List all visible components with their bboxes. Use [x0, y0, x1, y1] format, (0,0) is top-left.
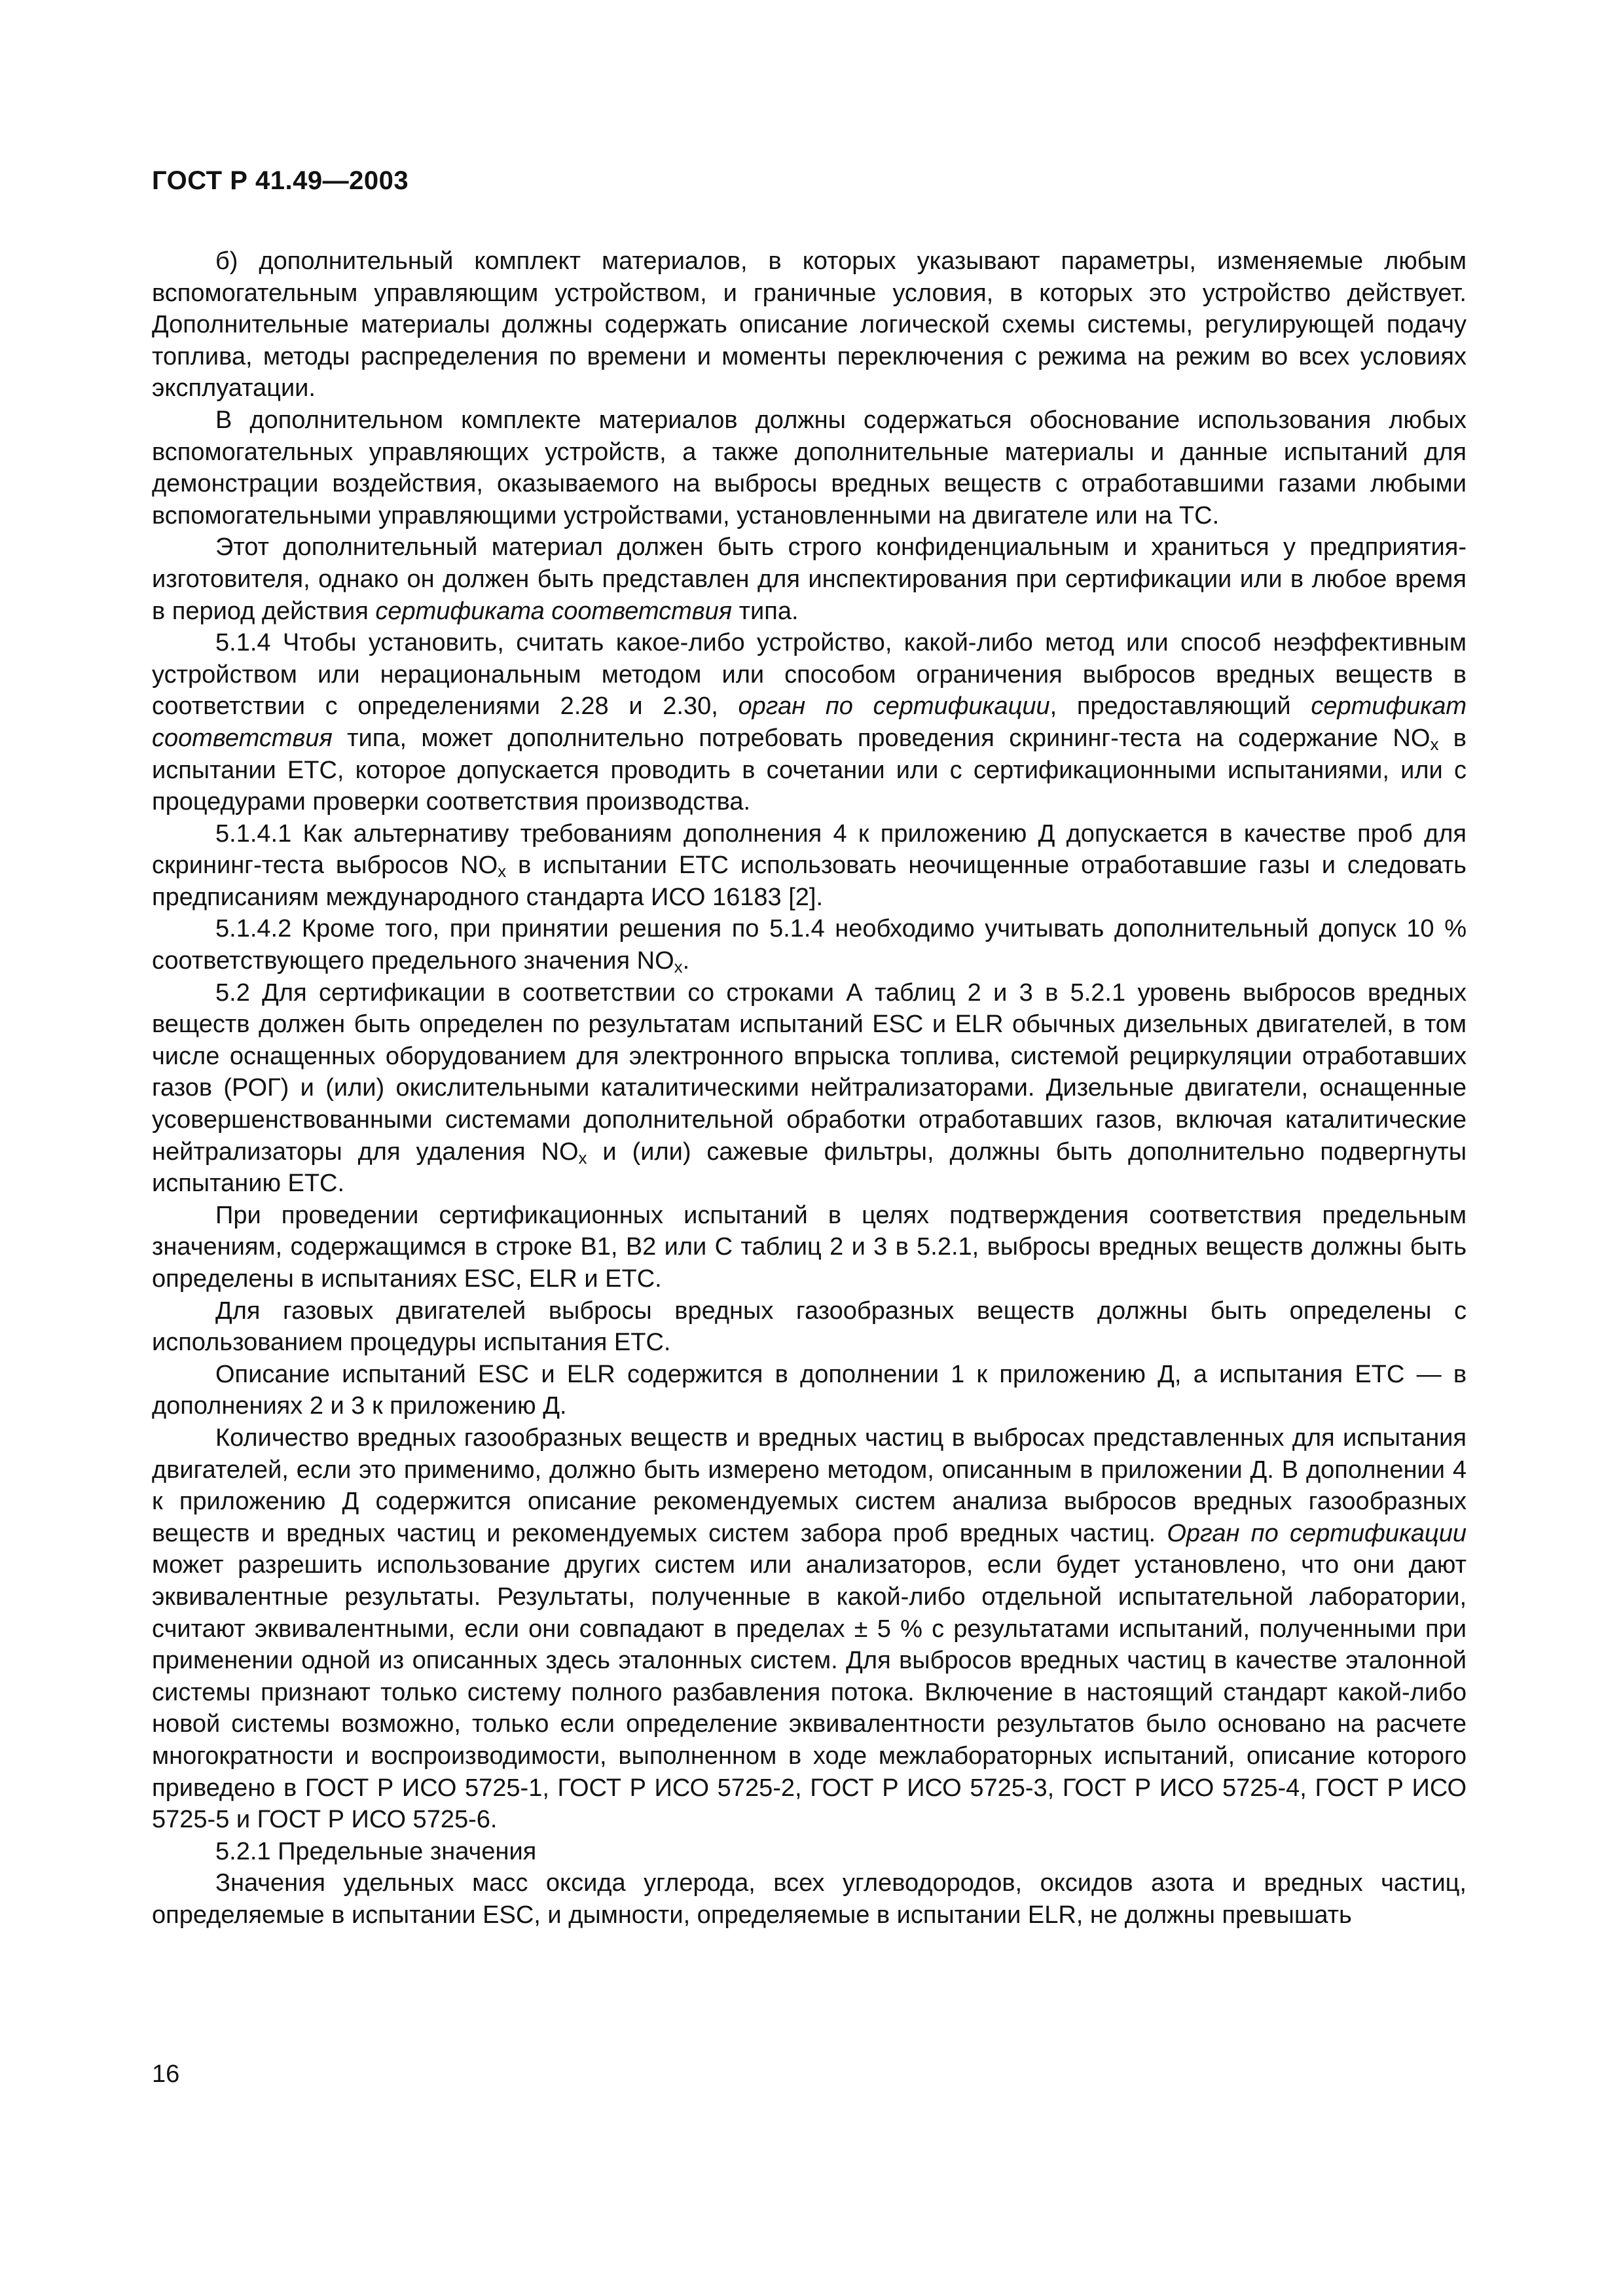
text-run: б) дополнительный комплект материалов, в которых указывают параметры, изменяемые любым вспомогательным управляющим устройством, и граничные условия, в которых это устройство действует. Дополнительные материалы должны содержать описание логической схемы системы, регулирующей подачу топлива, методы распределения по времени и моменты переключения с режима на режим во всех условиях эксплуатации.: [152, 247, 1467, 403]
body-paragraph: [152, 404, 1467, 531]
text-run: В дополнительном комплекте материалов должны содержаться обоснование использования любых вспомогательных управляющих устройств, а также дополнительные материалы и данные испытаний для демонстрации воздействия, оказываемого на выбросы вредных веществ с отработавшими газами любыми вспомогательными управляющими устройствами, установленными на двигателе или на ТС.: [152, 406, 1467, 529]
body-text: [152, 245, 1467, 1931]
text-run: 5.1.4.1 Как альтернативу требованиям дополнения 4 к приложению Д допускается в качестве проб для скрининг-теста выбросов NO: [152, 819, 1467, 880]
text-run: в испытании ЕТС, которое допускается проводить в сочетании или с сертификационными испытаниями, или с процедурами проверки соответствия производства.: [152, 724, 1467, 816]
body-paragraph: [152, 1422, 1467, 1836]
text-run: , предоставляющий: [1049, 692, 1311, 721]
text-run: 5.2.1 Предельные значения: [215, 1837, 537, 1865]
italic-term: орган по сертификации: [738, 692, 1050, 721]
text-run: типа, может дополнительно потребовать проведения скрининг-теста на содержание NO: [332, 724, 1431, 752]
subscript: x: [578, 1147, 587, 1168]
body-paragraph: [152, 1836, 1467, 1868]
text-run: 5.2 Для сертификации в соответствии со строками А таблиц 2 и 3 в 5.2.1 уровень выбросов вредных веществ должен быть определен по результатам испытаний ESC и ELR обычных дизельных двигателей, в том числе оснащенных оборудованием для электронного впрыска топлива, системой рециркуляции отработавших газов (РОГ) и (или) окислительными каталитическими нейтрализаторами. Дизельные двигатели, оснащенные усовершенствованными системами дополнительной обработки отработавших газов, включая каталитические нейтрализаторы для удаления NO: [152, 978, 1467, 1166]
italic-term: Орган по сертификации: [1167, 1519, 1467, 1547]
body-paragraph: [152, 1200, 1467, 1295]
text-run: 5.1.4 Чтобы установить, считать какое-либо устройство, какой-либо метод или способ неэффективным устройством или нерациональным методом или способом ограничения выбросов вредных веществ в соответствии с определениями 2.28 и 2.30,: [152, 629, 1467, 721]
text-run: Для газовых двигателей выбросы вредных газообразных веществ должны быть определены с использованием процедуры испытания ЕТС.: [152, 1297, 1467, 1357]
body-paragraph: [152, 627, 1467, 818]
body-paragraph: [152, 1295, 1467, 1359]
body-paragraph: [152, 913, 1467, 977]
text-run: Количество вредных газообразных веществ и вредных частиц в выбросах представленных для испытания двигателей, если это применимо, должно быть измерено методом, описанным в приложении Д. В дополнении 4 к приложению Д содержится описание рекомендуемых систем анализа выбросов вредных газообразных веществ и вредных частиц и рекомендуемых систем забора проб вредных частиц.: [152, 1424, 1467, 1547]
text-run: типа.: [732, 597, 799, 625]
subscript: x: [1430, 734, 1439, 754]
text-run: и (или) сажевые фильтры, должны быть дополнительно подвергнуты испытанию ЕТС.: [152, 1138, 1467, 1198]
italic-term: сертификат соответствия: [152, 692, 1467, 752]
body-paragraph: [152, 1867, 1467, 1931]
text-run: При проведении сертификационных испытаний в целях подтверждения соответствия предельным значениям, содержащимся в строке В1, В2 или С таблиц 2 и 3 в 5.2.1, выбросы вредных веществ должны быть определены в испытаниях ESC, ELR и ЕТС.: [152, 1201, 1467, 1293]
text-run: 5.1.4.2 Кроме того, при принятии решения по 5.1.4 необходимо учитывать дополнительный допуск 10 % соответствующего предельного значения NO: [152, 915, 1467, 975]
italic-term: сертификата соответствия: [375, 597, 733, 625]
text-run: Описание испытаний ESC и ELR содержится в дополнении 1 к приложению Д, а испытания ЕТС — в дополнениях 2 и 3 к приложению Д.: [152, 1360, 1467, 1420]
text-run: может разрешить использование других систем или анализаторов, если будет установлено, что они дают эквивалентные результаты. Результаты, полученные в какой-либо отдельной испытательной лаборатории, считают эквивалентными, если они совпадают в пределах ± 5 % с результатами испытаний, полученными при применении одной из описанных здесь эталонных систем. Для выбросов вредных частиц в качестве эталонной системы признают только систему полного разбавления потока. Включение в настоящий стандарт какой-либо новой системы возможно, только если определение эквивалентности результатов было основано на расчете многократности и воспроизводимости, выполненном в ходе межлабораторных испытаний, описание которого приведено в ГОСТ Р ИСО 5725-1, ГОСТ Р ИСО 5725-2, ГОСТ Р ИСО 5725-3, ГОСТ Р ИСО 5725-4, ГОСТ Р ИСО 5725-5 и ГОСТ Р ИСО 5725-6.: [152, 1551, 1467, 1834]
page-number: 16: [152, 2060, 180, 2088]
subscript: x: [498, 861, 507, 882]
subscript: x: [674, 957, 683, 977]
body-paragraph: [152, 1359, 1467, 1422]
text-run: в испытании ЕТС использовать неочищенные отработавшие газы и следовать предписаниям международного стандарта ИСО 16183 [2].: [152, 852, 1467, 911]
document-header: ГОСТ Р 41.49—2003: [152, 166, 409, 195]
body-paragraph: [152, 977, 1467, 1200]
text-run: Значения удельных масс оксида углерода, всех углеводородов, оксидов азота и вредных частиц, определяемые в испытании ESC, и дымности, определяемые в испытании ELR, не должны превышать: [152, 1869, 1467, 1929]
body-paragraph: [152, 245, 1467, 404]
body-paragraph: [152, 818, 1467, 914]
text-run: .: [682, 947, 690, 975]
body-paragraph: [152, 531, 1467, 627]
text-run: Этот дополнительный материал должен быть строго конфиденциальным и храниться у предприятия-изготовителя, однако он должен быть представлен для инспектирования при сертификации или в любое время в период действия: [152, 533, 1467, 625]
